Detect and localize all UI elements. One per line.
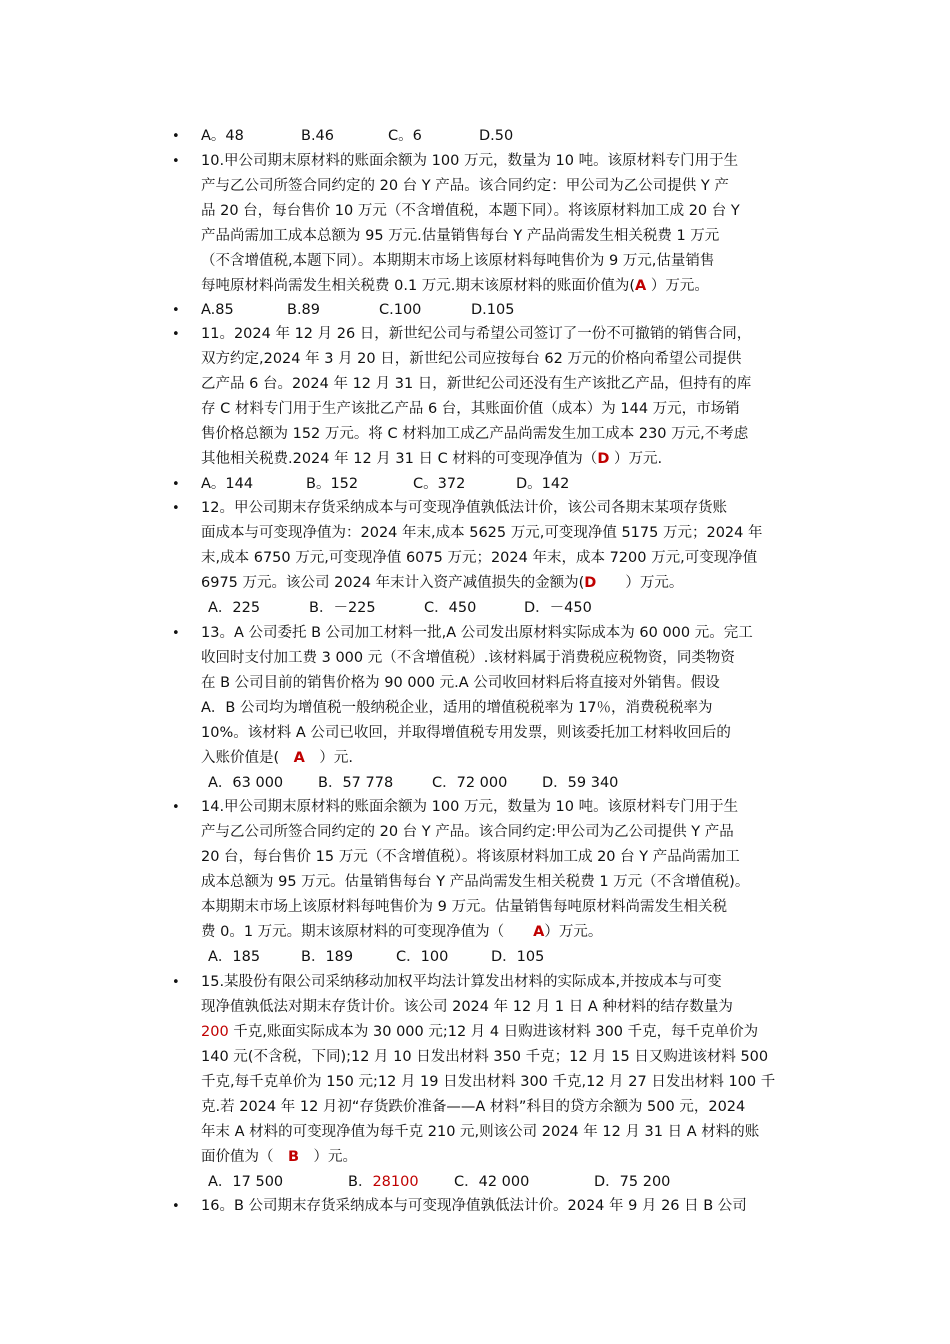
bullet: • (172, 477, 180, 492)
option-d: D．－450 (524, 600, 592, 616)
q15-line: 克.若 2024 年 12 月初“存货跌价准备——A 材料”科目的贷方余额为 500 元，2024 (201, 1099, 746, 1115)
bullet: • (172, 327, 180, 342)
q13-line: 在 B 公司目前的销售价格为 90 000 元.A 公司收回材料后将直接对外销售。假设 (201, 675, 720, 691)
answer-mark: A (293, 750, 305, 766)
q15-line: 千克,每千克单价为 150 元;12 月 19 日发出材料 300 千克,12 月 27 日发出材料 100 千 (201, 1074, 776, 1090)
question-text: ）万元。 (596, 575, 684, 591)
question-text: 6975 万元。该公司 2024 年末计入资产减值损失的金额为( (201, 575, 585, 591)
q14-options (208, 945, 818, 970)
option-c: C．42 000 (454, 1174, 530, 1190)
bullet: • (172, 129, 180, 144)
q13-line: 13。A 公司委托 B 公司加工材料一批,A 公司发出原材料实际成本为 60 000 元。完工 (201, 625, 753, 641)
q9-options (201, 124, 811, 149)
bullet: • (172, 154, 180, 169)
option-b: B。152 (306, 476, 359, 492)
option-a: A.85 (201, 302, 234, 318)
bullet: • (172, 800, 180, 815)
q10-line: 产品尚需加工成本总额为 95 万元.估量销售每台 Y 产品尚需发生相关税费 1 万元 (201, 228, 720, 244)
q14-line: 14.甲公司期末原材料的账面余额为 100 万元，数量为 10 吨。该原材料专门用于生 (201, 799, 739, 815)
q15-line: 年末 A 材料的可变现净值为每千克 210 元,则该公司 2024 年 12 月 31 日 A 材料的账 (201, 1124, 760, 1140)
option-d: D．75 200 (594, 1174, 671, 1190)
option-b: B．57 778 (318, 775, 394, 791)
q13-line: A．B 公司均为增值税一般纳税企业，适用的增值税税率为 17％，消费税税率为 (201, 700, 713, 716)
q12-options (208, 596, 818, 621)
option-b: B.89 (287, 302, 321, 318)
q14-answer-line (201, 920, 811, 945)
option-c: C．72 000 (432, 775, 508, 791)
q10-line: 10.甲公司期末原材料的账面余额为 100 万元，数量为 10 吨。该原材料专门用于生 (201, 153, 739, 169)
option-b: B．－225 (309, 600, 376, 616)
question-text: ）万元. (609, 451, 663, 467)
option-a: A．63 000 (208, 775, 284, 791)
q11-line: 售价格总额为 152 万元。将 C 材料加工成乙产品尚需发生加工成本 230 万元,不考虑 (201, 426, 749, 442)
q14-line: 本期期末市场上该原材料每吨售价为 9 万元。估量销售每吨原材料尚需发生相关税 (201, 899, 727, 915)
q11-line: 存 C 材料专门用于生产该批乙产品 6 台，其账面价值（成本）为 144 万元，市场销 (201, 401, 740, 417)
question-text: 费 0。1 万元。期末该原材料的可变现净值为（ (201, 924, 534, 940)
answer-mark: A (533, 924, 545, 940)
answer-mark: B (288, 1149, 300, 1165)
q15-line: 15.某股份有限公司采纳移动加权平均法计算发出材料的实际成本,并按成本与可变 (201, 974, 722, 990)
option-b-value: 28100 (372, 1174, 419, 1190)
question-text: ）万元。 (646, 278, 709, 294)
option-d: D.50 (479, 128, 514, 144)
q11-line: 11。2024 年 12 月 26 日，新世纪公司与希望公司签订了一份不可撤销的销售合同， (201, 326, 752, 342)
question-text: 其他相关税费.2024 年 12 月 31 日 C 材料的可变现净值为（ (201, 451, 598, 467)
q13-options (208, 771, 818, 796)
q11-answer-line (201, 447, 811, 472)
option-a: A．185 (208, 949, 261, 965)
q12-line: 末,成本 6750 万元,可变现净值 6075 万元；2024 年末，成本 7200 万元,可变现净值 (201, 550, 758, 566)
q15-options (208, 1170, 818, 1195)
option-b-label: B． (348, 1174, 373, 1190)
option-c: C。6 (388, 128, 422, 144)
q16-line: 16。B 公司期末存货采纳成本与可变现净值孰低法计价。2024 年 9 月 26 日 B 公司 (201, 1198, 747, 1214)
question-text: 千克,账面实际成本为 30 000 元;12 月 4 日购进该材料 300 千克，每千克单价为 (228, 1024, 759, 1040)
option-c: C．450 (424, 600, 477, 616)
option-c: C.100 (379, 302, 422, 318)
option-d: D.105 (471, 302, 515, 318)
option-c: C．100 (396, 949, 449, 965)
option-d: D．105 (491, 949, 545, 965)
option-a: A。48 (201, 128, 244, 144)
bullet: • (172, 626, 180, 641)
q15-line: 现净值孰低法对期末存货计价。该公司 2024 年 12 月 1 日 A 种材料的结存数量为 (201, 999, 733, 1015)
q15-line (201, 1020, 811, 1045)
q12-line: 面成本与可变现净值为：2024 年末,成本 5625 万元,可变现净值 5175 万元；2024 年 (201, 525, 763, 541)
option-a: A。144 (201, 476, 254, 492)
q12-answer-line (201, 571, 811, 596)
q10-line: 产与乙公司所签合同约定的 20 台 Y 产品。该合同约定：甲公司为乙公司提供 Y 产 (201, 178, 729, 194)
option-b (348, 1170, 454, 1195)
q11-line: 双方约定,2024 年 3 月 20 日，新世纪公司应按每台 62 万元的价格向希望公司提供 (201, 351, 742, 367)
bullet: • (172, 975, 180, 990)
answer-mark: A (635, 278, 647, 294)
q10-answer-line (201, 274, 811, 299)
option-c: C。372 (413, 476, 466, 492)
q13-answer-line (201, 746, 811, 771)
q11-options (201, 472, 811, 497)
answer-mark: D (597, 451, 610, 467)
q11-line: 乙产品 6 台。2024 年 12 月 31 日，新世纪公司还没有生产该批乙产品，但持有的库 (201, 376, 752, 392)
question-text: ）元. (304, 750, 354, 766)
question-text: ）元。 (299, 1149, 358, 1165)
option-a: A．17 500 (208, 1174, 284, 1190)
q15-answer-line (201, 1145, 811, 1170)
q14-line: 成本总额为 95 万元。估量销售每台 Y 产品尚需发生相关税费 1 万元（不含增值税)。 (201, 874, 750, 890)
highlighted-number: 200 (201, 1024, 229, 1040)
option-b: B．189 (301, 949, 354, 965)
q10-line: （不含增值税,本题下同）。本期期末市场上该原材料每吨售价为 9 万元,估量销售 (201, 253, 715, 269)
q10-line: 品 20 台，每台售价 10 万元（不含增值税，本题下同）。将该原材料加工成 20 台 Y (201, 203, 740, 219)
q12-line: 12。甲公司期末存货采纳成本与可变现净值孰低法计价，该公司各期末某项存货账 (201, 500, 727, 516)
q14-line: 20 台，每台售价 15 万元（不含增值税）。将该原材料加工成 20 台 Y 产品尚需加工 (201, 849, 740, 865)
bullet: • (172, 303, 180, 318)
bullet: • (172, 501, 180, 516)
answer-mark: D (584, 575, 597, 591)
bullet: • (172, 1199, 180, 1214)
question-text: 每吨原材料尚需发生相关税费 0.1 万元.期末该原材料的账面价值为( (201, 278, 636, 294)
q15-line: 140 元(不含税，下同);12 月 10 日发出材料 350 千克；12 月 15 日又购进该材料 500 (201, 1049, 769, 1065)
q14-line: 产与乙公司所签合同约定的 20 台 Y 产品。该合同约定:甲公司为乙公司提供 Y 产品 (201, 824, 734, 840)
option-d: D。142 (516, 476, 570, 492)
q13-line: 10%。该材料 A 公司已收回，并取得增值税专用发票，则该委托加工材料收回后的 (201, 725, 731, 741)
option-b: B.46 (301, 128, 335, 144)
q10-options (201, 298, 811, 323)
q13-line: 收回时支付加工费 3 000 元（不含增值税）.该材料属于消费税应税物资，同类物资 (201, 650, 735, 666)
question-text: 面价值为（ (201, 1149, 288, 1165)
option-a: A．225 (208, 600, 261, 616)
question-text: 入账价值是( (201, 750, 294, 766)
question-text: ）万元。 (544, 924, 603, 940)
option-d: D．59 340 (542, 775, 619, 791)
